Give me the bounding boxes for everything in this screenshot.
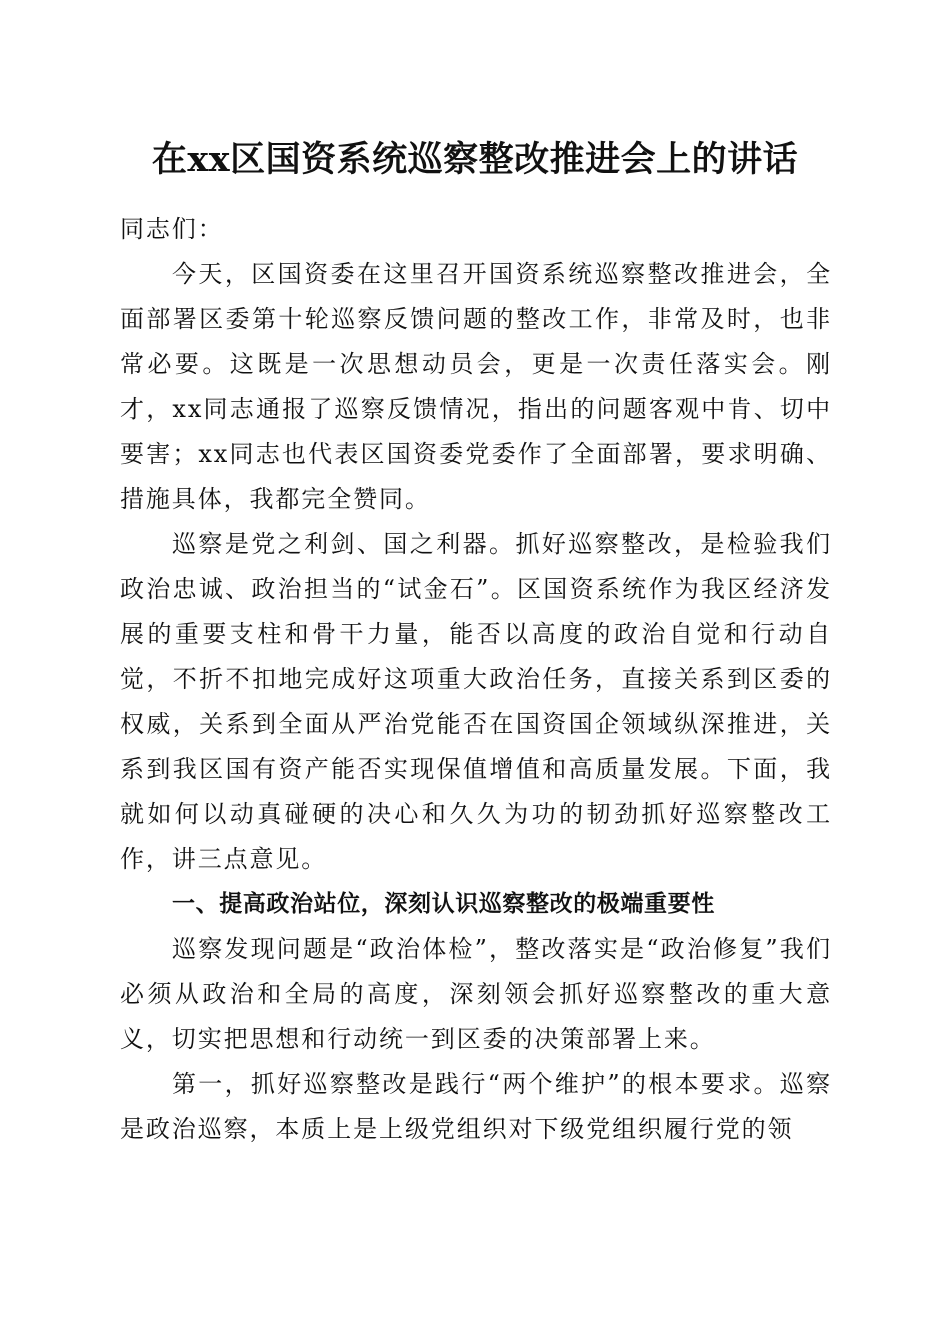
- salutation: 同志们：: [120, 215, 224, 243]
- document-title: 在xx区国资系统巡察整改推进会上的讲话: [151, 139, 799, 180]
- paragraph-1: 今天，区国资委在这里召开国资系统巡察整改推进会，全面部署区委第十轮巡察反馈问题的整改工作，非常及时，也非常必要。这既是一次思想动员会，更是一次责任落实会。刚才，xx同志通报了巡察反馈情况，指出的问题客观中肯、切中要害；xx同志也代表区国资委党委作了全面部署，要求明确、措施具体，我都完全赞同。: [120, 260, 832, 513]
- paragraph-4: 第一，抓好巡察整改是践行“两个维护”的根本要求。巡察是政治巡察，本质上是上级党组织对下级党组织履行党的领: [120, 1070, 832, 1143]
- document-body: [120, 207, 832, 1152]
- paragraph-2: 巡察是党之利剑、国之利器。抓好巡察整改，是检验我们政治忠诚、政治担当的“试金石”。区国资系统作为我区经济发展的重要支柱和骨干力量，能否以高度的政治自觉和行动自觉，不折不扣地完成好这项重大政治任务，直接关系到区委的权威，关系到全面从严治党能否在国资国企领域纵深推进，关系到我区国有资产能否实现保值增值和高质量发展。下面，我就如何以动真碰硬的决心和久久为功的韧劲抓好巡察整改工作，讲三点意见。: [120, 530, 832, 873]
- section-heading-1: 一、提高政治站位，深刻认识巡察整改的极端重要性: [172, 891, 715, 917]
- paragraph-3: 巡察发现问题是“政治体检”，整改落实是“政治修复”我们必须从政治和全局的高度，深刻领会抓好巡察整改的重大意义，切实把思想和行动统一到区委的决策部署上来。: [120, 935, 832, 1053]
